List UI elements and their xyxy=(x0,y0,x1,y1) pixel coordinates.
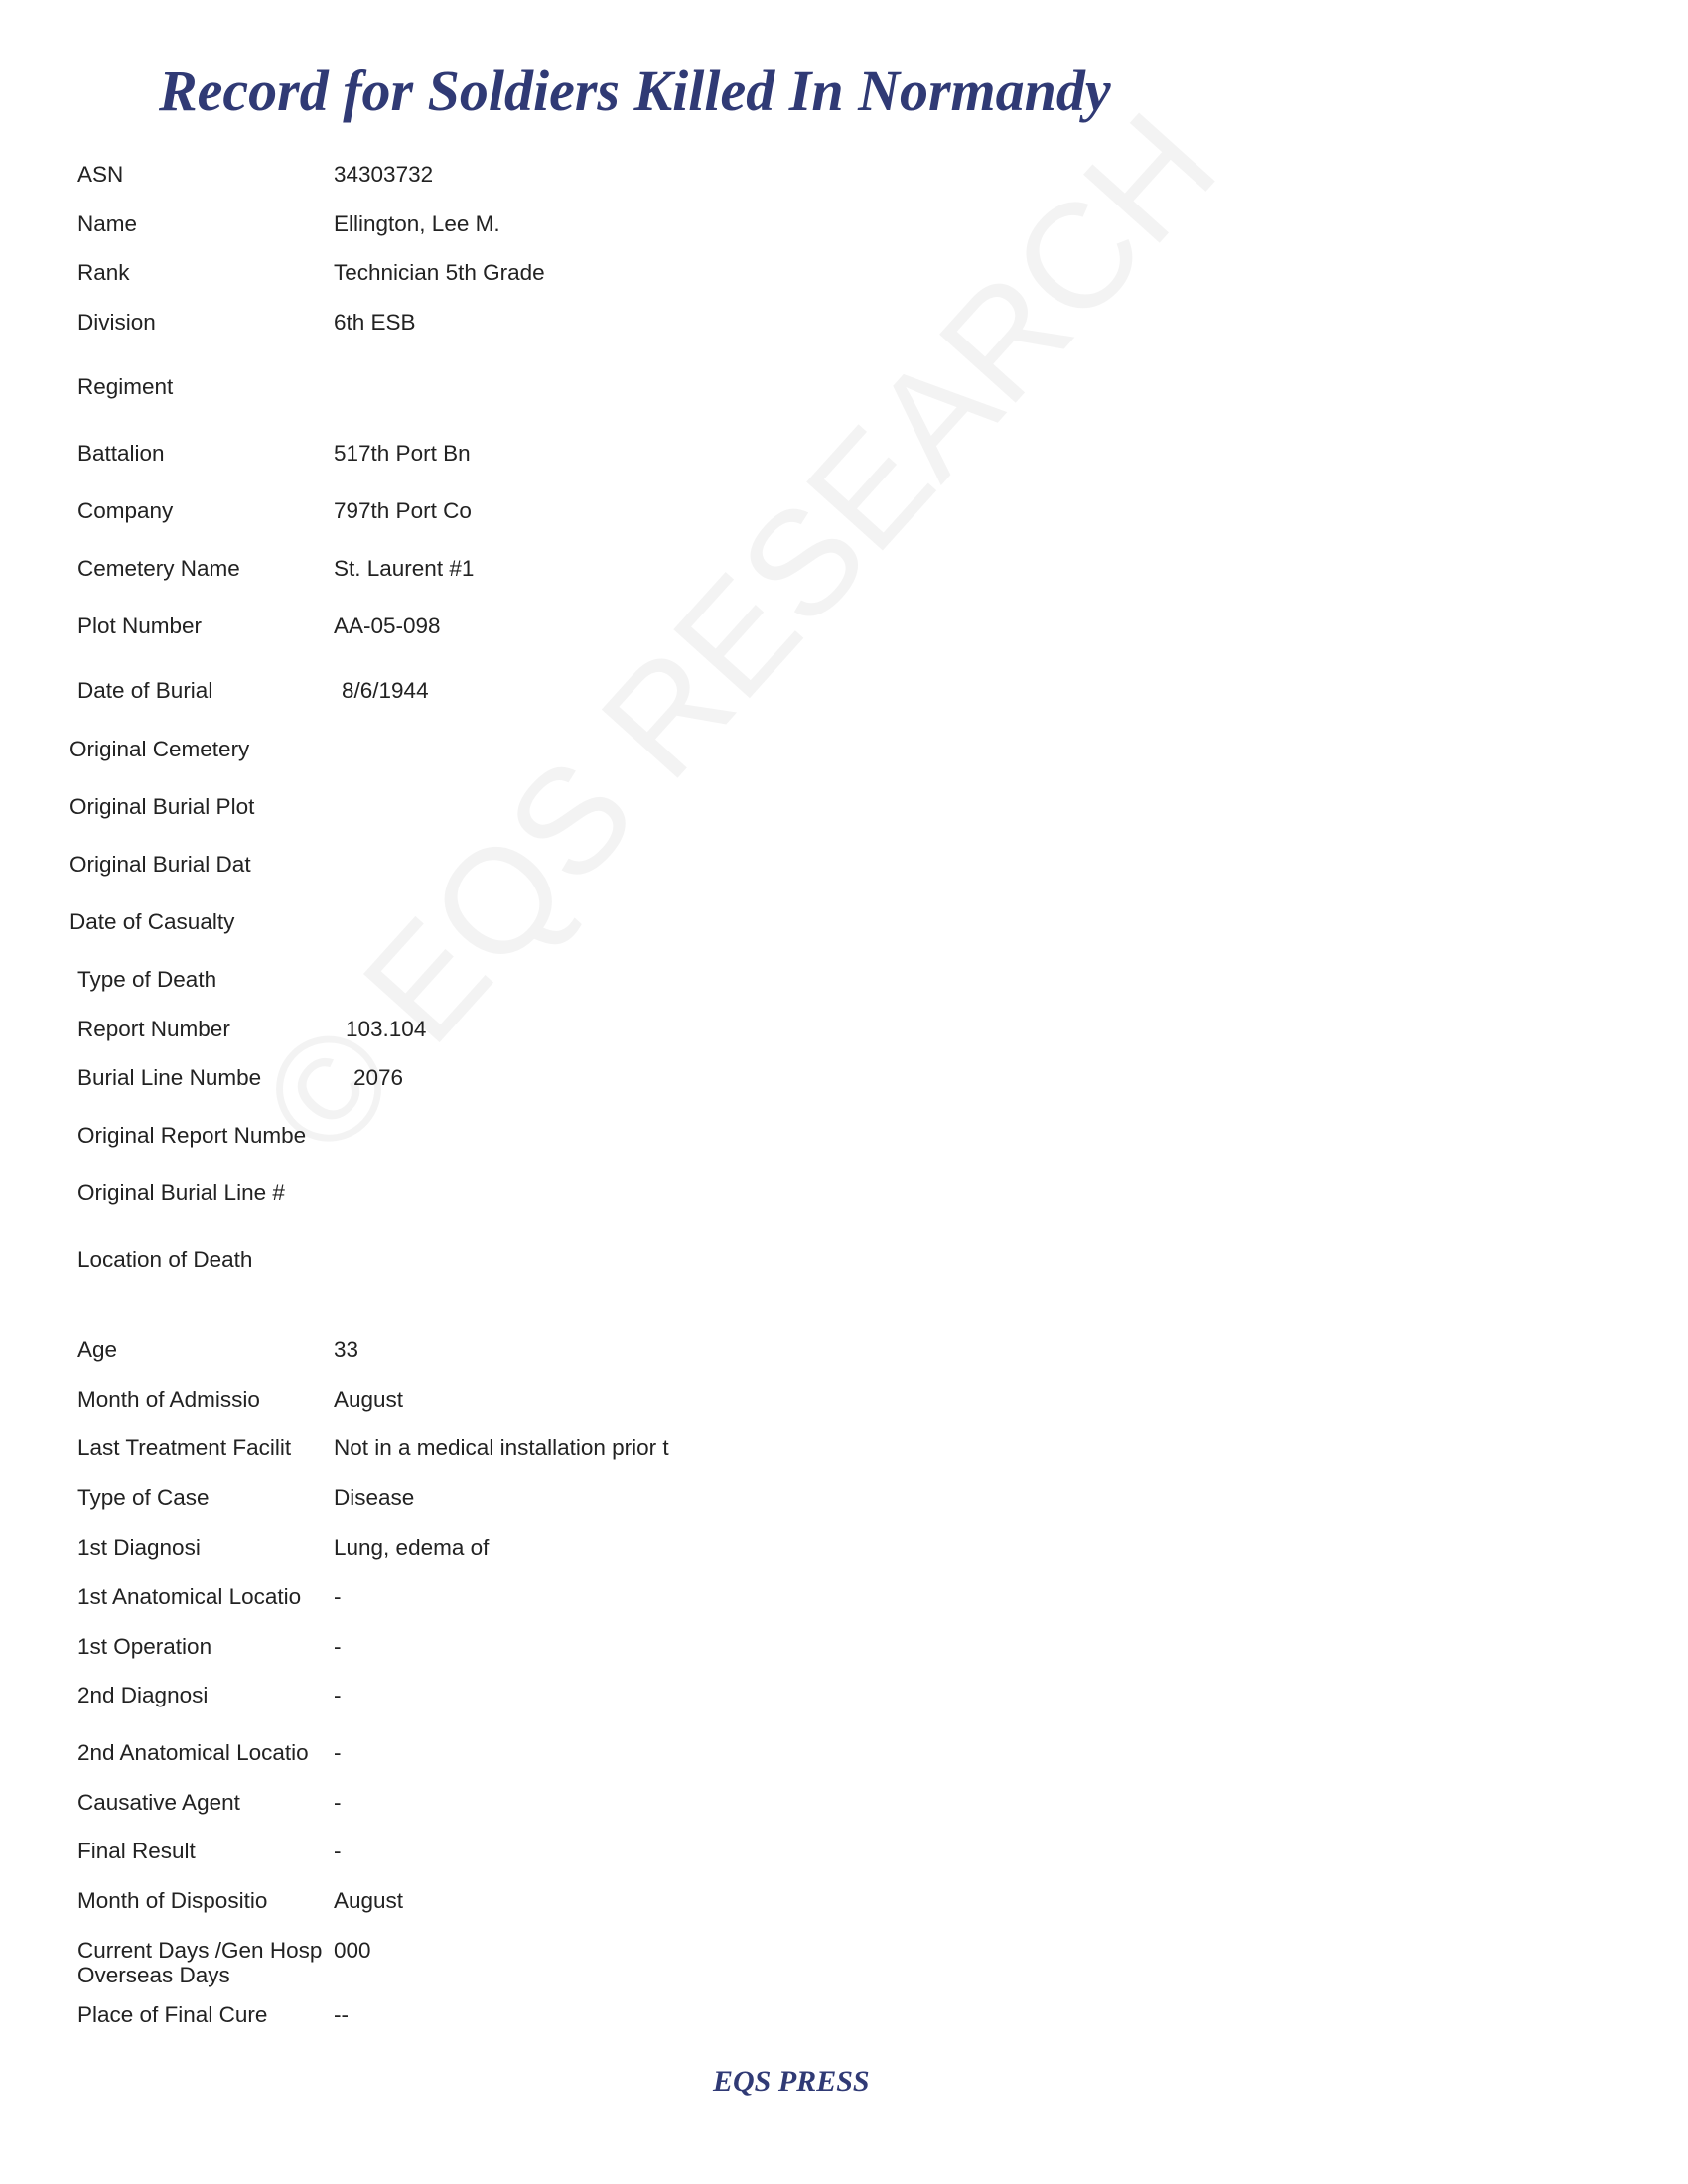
field-value: August xyxy=(334,1888,404,1913)
field-label: Date of Casualty xyxy=(70,909,235,934)
field-label: 2nd Diagnosi xyxy=(77,1683,209,1707)
field-label: Burial Line Numbe xyxy=(77,1065,262,1090)
field-label: Place of Final Cure xyxy=(77,2002,268,2027)
field-label: Plot Number xyxy=(77,614,203,638)
field-label: 1st Operation xyxy=(77,1634,212,1659)
field-label: Month of Dispositio xyxy=(77,1888,268,1913)
field-value: August xyxy=(334,1387,404,1412)
field-label: Causative Agent xyxy=(77,1790,240,1815)
field-value: 517th Port Bn xyxy=(334,441,471,466)
field-label: Cemetery Name xyxy=(77,556,240,581)
field-value: -- xyxy=(334,2002,349,2027)
field-value: AA-05-098 xyxy=(334,614,441,638)
field-value: 8/6/1944 xyxy=(342,678,429,703)
field-value: Not in a medical installation prior t xyxy=(334,1435,669,1460)
field-label: Battalion xyxy=(77,441,165,466)
field-label: Division xyxy=(77,310,156,335)
field-value: 34303732 xyxy=(334,162,434,187)
field-label: Original Burial Plot xyxy=(70,794,255,819)
field-label: Final Result xyxy=(77,1839,196,1863)
field-label: Last Treatment Facilit xyxy=(77,1435,292,1460)
field-label: 2nd Anatomical Locatio xyxy=(77,1740,309,1765)
field-value: 103.104 xyxy=(346,1017,427,1041)
field-label: Name xyxy=(77,211,138,236)
footer-publisher: EQS PRESS xyxy=(713,2065,870,2098)
field-value: - xyxy=(334,1683,342,1707)
field-value: - xyxy=(334,1740,342,1765)
field-value: - xyxy=(334,1790,342,1815)
field-label: Report Number xyxy=(77,1017,230,1041)
field-value: Technician 5th Grade xyxy=(334,260,545,285)
field-label: Original Burial Line # xyxy=(77,1180,285,1205)
field-label: Date of Burial xyxy=(77,678,213,703)
field-label: ASN xyxy=(77,162,124,187)
page-title: Record for Soldiers Killed In Normandy xyxy=(159,59,1111,123)
field-value: Disease xyxy=(334,1485,415,1510)
field-label: Current Days /Gen Hosp xyxy=(77,1938,323,1963)
field-label: Company xyxy=(77,498,174,523)
field-value: Lung, edema of xyxy=(334,1535,490,1560)
field-label: 1st Diagnosi xyxy=(77,1535,201,1560)
field-value: 000 xyxy=(334,1938,371,1963)
field-label: Original Burial Dat xyxy=(70,852,251,877)
field-label: Month of Admissio xyxy=(77,1387,260,1412)
field-label: Original Report Numbe xyxy=(77,1123,307,1148)
field-value: 33 xyxy=(334,1337,359,1362)
field-label: Regiment xyxy=(77,374,174,399)
field-label: Overseas Days xyxy=(77,1963,230,1987)
field-value: 2076 xyxy=(353,1065,404,1090)
field-label: Type of Case xyxy=(77,1485,210,1510)
field-label: Type of Death xyxy=(77,967,217,992)
field-value: St. Laurent #1 xyxy=(334,556,475,581)
field-label: Rank xyxy=(77,260,130,285)
field-label: 1st Anatomical Locatio xyxy=(77,1584,302,1609)
field-label: Age xyxy=(77,1337,118,1362)
field-value: Ellington, Lee M. xyxy=(334,211,500,236)
field-label: Original Cemetery xyxy=(70,737,250,761)
field-value: - xyxy=(334,1634,342,1659)
field-value: 797th Port Co xyxy=(334,498,472,523)
field-value: 6th ESB xyxy=(334,310,416,335)
field-value: - xyxy=(334,1839,342,1863)
field-label: Location of Death xyxy=(77,1247,253,1272)
field-value: - xyxy=(334,1584,342,1609)
